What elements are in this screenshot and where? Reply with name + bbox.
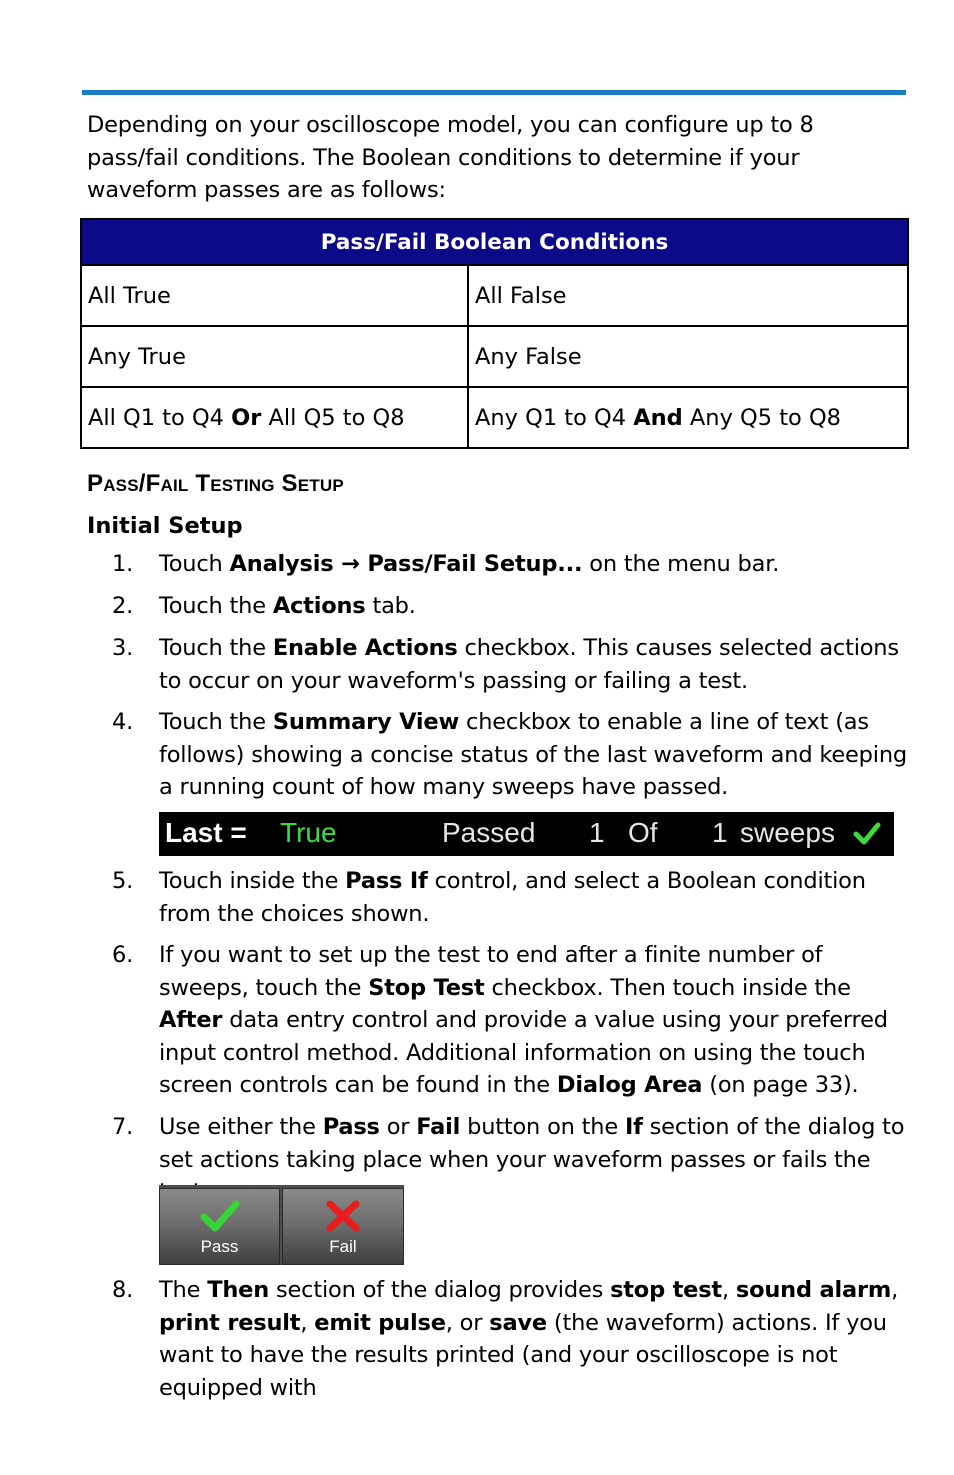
table-row (81, 326, 908, 387)
subheading: Initial Setup (87, 513, 243, 539)
table-row (81, 265, 908, 326)
summary-sweeps-label: sweeps (740, 817, 835, 848)
table-cell: Any True (81, 326, 468, 387)
list-item: 8. The Then section of the dialog provides stop test, sound alarm, print result, emit pulse, or save (the waveform) actions. If you want to have the results printed (and your oscilloscope is not equipped with (112, 1277, 899, 1401)
summary-view-bar (159, 812, 894, 856)
table-cell: All False (468, 265, 908, 326)
check-icon (200, 1199, 240, 1233)
summary-of-label: Of (628, 817, 658, 848)
list-item: 6. If you want to set up the test to end after a finite number of sweeps, touch the Stop Test checkbox. Then touch inside the After data entry control and provide a value using your preferred input control method. Additional information on using the touch screen controls can be found in the Dialog Area (on page 33). (112, 942, 888, 1098)
intro-paragraph: Depending on your oscilloscope model, you can configure up to 8 pass/fail conditions. The Boolean conditions to determine if your waveform passes are as follows: (87, 112, 814, 203)
list-item: 7. Use either the Pass or Fail button on the If section of the dialog to set actions taking place when your waveform passes or fails the (112, 1114, 905, 1173)
pass-button-label: Pass (200, 1237, 239, 1256)
table-row (81, 387, 908, 448)
summary-total-count: 1 (712, 817, 728, 848)
list-item: 2. Touch the Actions tab. (112, 593, 416, 619)
summary-passed-label: Passed (442, 817, 536, 848)
list-item: 3. Touch the Enable Actions checkbox. This causes selected actions to occur on your waveform's passing or failing a test. (112, 635, 899, 694)
list-item: 5. Touch inside the Pass If control, and select a Boolean condition from the choices shown. (112, 868, 866, 927)
summary-passed-count: 1 (589, 817, 605, 848)
table-cell: All True (81, 265, 468, 326)
check-icon (853, 819, 881, 854)
pass-fail-buttons (159, 1185, 404, 1265)
list-item: 1. Touch Analysis → Pass/Fail Setup... on the menu bar. (112, 551, 780, 577)
pass-button[interactable] (159, 1188, 280, 1265)
summary-state: True (280, 817, 337, 848)
table-header-row (81, 219, 908, 265)
section-title: Pass/Fail Testing Setup (87, 470, 344, 497)
summary-last-label: Last = (165, 817, 247, 848)
table-cell: All Q1 to Q4 Or All Q5 to Q8 (81, 387, 468, 448)
header-rule (82, 90, 906, 95)
fail-button-label: Fail (329, 1237, 357, 1256)
fail-button[interactable] (282, 1188, 404, 1265)
table-header: Pass/Fail Boolean Conditions (81, 219, 908, 265)
close-icon (323, 1199, 363, 1233)
list-item: 4. Touch the Summary View checkbox to enable a line of text (as follows) showing a concise status of the last waveform and keeping a running count of how many sweeps have passed. (112, 709, 907, 800)
conditions-table (80, 218, 909, 449)
table-cell: Any Q1 to Q4 And Any Q5 to Q8 (468, 387, 908, 448)
table-cell: Any False (468, 326, 908, 387)
